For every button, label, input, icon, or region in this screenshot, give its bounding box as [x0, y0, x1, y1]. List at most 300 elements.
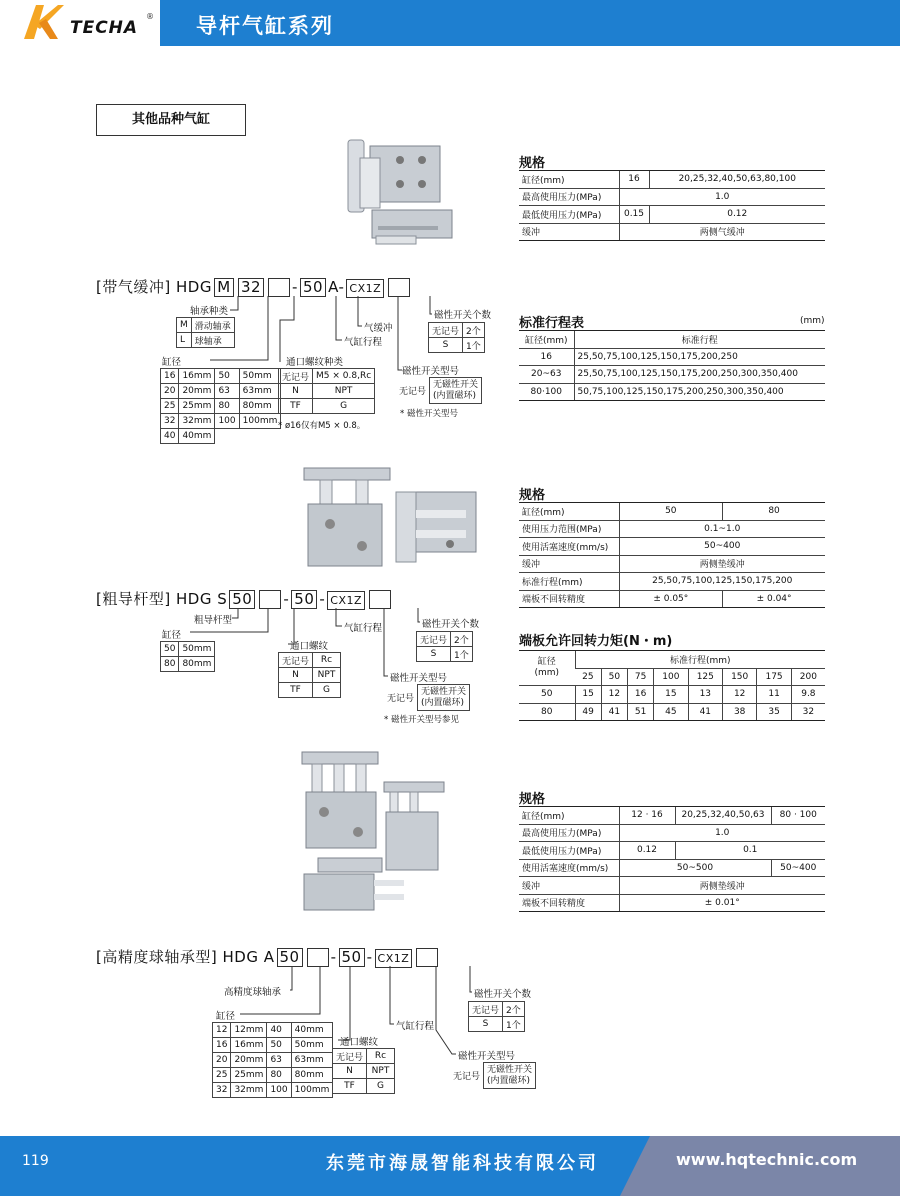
cell-line: 无磁性开关	[487, 1064, 533, 1075]
footer-divider	[620, 1136, 680, 1196]
cell: 32mm	[231, 1083, 267, 1098]
model3-switch-type-table	[450, 1062, 536, 1089]
cell: 100mm	[291, 1083, 333, 1098]
connector-line	[358, 296, 362, 326]
table-row	[519, 223, 825, 241]
stroke-unit: (mm)	[800, 316, 825, 326]
model3-box-bore: 50	[277, 948, 303, 967]
stroke-cell: 20~63	[519, 366, 574, 384]
model2-bore-table	[160, 641, 215, 672]
stroke-header: 缸径(mm)	[519, 331, 574, 349]
cell: 50mm	[239, 369, 281, 384]
model3-switch-qty-table	[468, 1001, 525, 1032]
cell	[239, 429, 281, 444]
table-row	[429, 323, 485, 338]
cell: 2个	[503, 1002, 525, 1017]
page-number: 119	[22, 1153, 49, 1169]
model3-dash: -	[366, 948, 373, 966]
table-row	[177, 318, 235, 333]
model3-switch-type-label: 磁性开关型号	[458, 1051, 516, 1062]
cell: 无记号	[417, 632, 451, 647]
model1-box-qty	[388, 278, 410, 297]
model1-box-cushion: A	[328, 278, 339, 296]
model1-port-table	[278, 368, 375, 414]
torque-title: 端板允许回转力矩(N・m)	[519, 634, 673, 649]
cell: 20mm	[231, 1053, 267, 1068]
cell: 无记号	[333, 1049, 367, 1064]
table-row	[279, 399, 375, 414]
cell: 25	[575, 668, 601, 686]
cell: 11	[757, 686, 791, 704]
model2-bore-label: 缸径	[162, 630, 182, 641]
table-row	[333, 1049, 395, 1064]
cell: 25mm	[231, 1068, 267, 1083]
cell: 13	[688, 686, 722, 704]
cell: 15	[575, 686, 601, 704]
model3-box-port	[307, 948, 329, 967]
spec1-table	[519, 170, 825, 241]
spec1-cell: 1.0	[619, 188, 825, 206]
cell: 两侧垫缓冲	[619, 877, 825, 895]
torque-table	[519, 650, 825, 721]
model2-switch-qty-label: 磁性开关个数	[422, 619, 480, 630]
model2-prefix: HDG	[176, 590, 212, 608]
cell: 51	[627, 703, 653, 721]
table-row	[161, 369, 281, 384]
cell: 16mm	[179, 369, 215, 384]
cell: 35	[757, 703, 791, 721]
torque-stroke-header: 标准行程(mm)	[575, 651, 825, 669]
cell: 1个	[503, 1017, 525, 1032]
table-row	[213, 1083, 333, 1098]
table-row	[279, 668, 341, 683]
cell: M5 × 0.8,Rc	[313, 369, 375, 384]
model3-letter: A	[263, 948, 275, 966]
cell: 16	[627, 686, 653, 704]
connector-line	[398, 296, 402, 370]
cell: 40mm	[291, 1023, 333, 1038]
cell: 45	[654, 703, 688, 721]
cell: 15	[654, 686, 688, 704]
cell-line: 缸径	[537, 657, 556, 667]
cell: 9.8	[791, 686, 825, 704]
cell: G	[313, 399, 375, 414]
cell-line: (内置磁环)	[487, 1075, 531, 1086]
stroke-table	[519, 330, 825, 401]
model1-switch-qty-table	[428, 322, 485, 353]
stroke-cell: 25,50,75,100,125,150,175,200,250	[574, 348, 825, 366]
table-row	[429, 338, 485, 353]
cell	[430, 378, 482, 404]
cell: 175	[757, 668, 791, 686]
stroke-title: 标准行程表	[519, 316, 585, 331]
cell: 63mm	[291, 1053, 333, 1068]
model2-box-stroke: 50	[291, 590, 317, 609]
cell-line: (内置磁环)	[421, 697, 465, 708]
cell: N	[279, 384, 313, 399]
spec2-table	[519, 502, 825, 608]
cell: 50	[519, 686, 575, 704]
model2-box-qty	[369, 590, 391, 609]
cell: N	[279, 668, 313, 683]
connector-line	[336, 296, 342, 340]
cell: 1个	[451, 647, 473, 662]
table-row	[161, 657, 215, 672]
cell: TF	[279, 683, 313, 698]
model3-port-table	[332, 1048, 395, 1094]
connector-line	[280, 296, 294, 362]
table-row	[177, 333, 235, 348]
header-title: 导杆气缸系列	[196, 14, 334, 38]
cell	[418, 685, 470, 711]
model1-switch-note: * 磁性开关型号	[400, 409, 458, 419]
spec1-cell: 20,25,32,40,50,63,80,100	[649, 171, 825, 189]
table-row	[519, 651, 825, 669]
table-row	[519, 331, 825, 349]
cell: Rc	[367, 1049, 395, 1064]
table-row	[519, 383, 825, 401]
stroke-cell: 25,50,75,100,125,150,175,200,250,300,350,400	[574, 366, 825, 384]
spec1-cell: 两侧气缓冲	[619, 223, 825, 241]
table-row	[519, 206, 825, 224]
cell: 16	[161, 369, 179, 384]
stroke-cell: 80·100	[519, 383, 574, 401]
cell: 标准行程(mm)	[519, 573, 619, 591]
cell: 40	[161, 429, 179, 444]
cell: 无记号	[399, 387, 427, 397]
logo-registered: ®	[146, 12, 154, 21]
cell: 32	[213, 1083, 231, 1098]
cell-line: 无磁性开关	[421, 686, 467, 697]
table-row	[161, 642, 215, 657]
cell: 12	[722, 686, 756, 704]
cell: 端板不回转精度	[519, 590, 619, 608]
stroke-cell: 50,75,100,125,150,175,200,250,300,350,400	[574, 383, 825, 401]
connector-line	[230, 296, 238, 310]
cell: 80mm	[239, 399, 281, 414]
cell: 使用活塞速度(mm/s)	[519, 538, 619, 556]
cell: 32mm	[179, 414, 215, 429]
cell: ± 0.05°	[619, 590, 723, 608]
cell: 50mm	[179, 642, 215, 657]
model2-switch-type-table	[384, 684, 470, 711]
table-row	[519, 590, 825, 608]
table-row	[161, 429, 281, 444]
table-row	[213, 1068, 333, 1083]
cell: G	[367, 1079, 395, 1094]
cell: 50mm	[291, 1038, 333, 1053]
table-row	[519, 703, 825, 721]
spec1-cell: 16	[619, 171, 649, 189]
cell: 50	[601, 668, 627, 686]
cell: 无记号	[387, 694, 415, 704]
cell: 80	[215, 399, 239, 414]
cell: 25	[213, 1068, 231, 1083]
table-row	[519, 573, 825, 591]
cell: M	[177, 318, 192, 333]
spec3-title: 规格	[519, 792, 546, 807]
cell: 50~500	[619, 859, 771, 877]
model3-box-stroke: 50	[339, 948, 365, 967]
cell: 41	[601, 703, 627, 721]
cell: NPT	[313, 668, 341, 683]
spec1-title: 规格	[519, 156, 546, 171]
table-row	[213, 1023, 333, 1038]
cell: 12	[213, 1023, 231, 1038]
cell: NPT	[313, 384, 375, 399]
connector-line	[418, 608, 420, 622]
cell	[484, 1063, 536, 1089]
model1-box-bore: 32	[238, 278, 264, 297]
table-row	[519, 894, 825, 912]
table-row	[519, 686, 825, 704]
cell	[215, 429, 239, 444]
cell: 缸径(mm)	[519, 807, 619, 825]
connector-line	[430, 296, 432, 314]
table-row	[417, 632, 473, 647]
cell: 2个	[451, 632, 473, 647]
cell: 32	[791, 703, 825, 721]
cell: 20,25,32,40,50,63	[675, 807, 771, 825]
model1-stroke-label: 气缸行程	[344, 337, 383, 348]
cell: 80mm	[291, 1068, 333, 1083]
cell: 38	[722, 703, 756, 721]
cell: 200	[791, 668, 825, 686]
cell: 缸径(mm)	[519, 503, 619, 521]
model2-port-table	[278, 652, 341, 698]
spec3-table	[519, 806, 825, 912]
cell: 球轴承	[191, 333, 234, 348]
connector-line	[436, 966, 456, 1054]
table-row	[519, 171, 825, 189]
cell-line: (mm)	[534, 668, 560, 678]
cell: 75	[627, 668, 653, 686]
model1-code	[96, 276, 412, 298]
connector-line	[470, 966, 472, 992]
cell: 80	[267, 1068, 291, 1083]
cell: 80mm	[179, 657, 215, 672]
model1-cushion-label: 气缓冲	[364, 323, 393, 334]
model1-switch-qty-label: 磁性开关个数	[434, 310, 492, 321]
model1-box-port	[268, 278, 290, 297]
table-row	[161, 414, 281, 429]
section-title: 其他品种气缸	[96, 104, 246, 136]
table-row	[384, 685, 470, 711]
cell: 63	[267, 1053, 291, 1068]
model2-code	[96, 588, 393, 610]
table-row	[519, 877, 825, 895]
cell: 两侧垫缓冲	[619, 555, 825, 573]
model1-bearing-table	[176, 317, 235, 348]
cell: 40	[267, 1023, 291, 1038]
cell-line: (内置磁环)	[433, 390, 477, 401]
table-row	[519, 520, 825, 538]
model1-bore-table	[160, 368, 281, 444]
cell: 无记号	[469, 1002, 503, 1017]
cell: 50	[267, 1038, 291, 1053]
model3-stroke-label: 气缸行程	[396, 1021, 435, 1032]
cell: 0.1~1.0	[619, 520, 825, 538]
cell: TF	[333, 1079, 367, 1094]
model3-port-label: 通口螺纹	[340, 1037, 379, 1048]
cell: 50~400	[771, 859, 825, 877]
spec1-cell: 0.15	[619, 206, 649, 224]
table-row	[161, 384, 281, 399]
cell: NPT	[367, 1064, 395, 1079]
cell: 25,50,75,100,125,150,175,200	[619, 573, 825, 591]
cell: 50	[619, 503, 723, 521]
cell: 20	[213, 1053, 231, 1068]
model2-box-port	[259, 590, 281, 609]
model2-box-switch: CX1Z	[327, 591, 365, 610]
model1-bore-label: 缸径	[162, 357, 182, 368]
model3-switch-qty-label: 磁性开关个数	[474, 989, 532, 1000]
table-row	[519, 366, 825, 384]
cell: 20mm	[179, 384, 215, 399]
table-row	[396, 378, 482, 404]
cell: 125	[688, 668, 722, 686]
table-row	[519, 842, 825, 860]
cell: 无记号	[453, 1072, 481, 1082]
table-row	[279, 683, 341, 698]
cell: 80 · 100	[771, 807, 825, 825]
cell: 41	[688, 703, 722, 721]
spec1-cell: 缓冲	[519, 223, 619, 241]
model2-box-bore: 50	[229, 590, 255, 609]
model3-type-label: 高精度球轴承	[224, 987, 282, 998]
table-row	[213, 1053, 333, 1068]
model1-box-switch: CX1Z	[346, 279, 384, 298]
table-row	[519, 824, 825, 842]
cell: 16mm	[231, 1038, 267, 1053]
model1-box-bearing: M	[214, 278, 234, 297]
table-row	[161, 399, 281, 414]
table-row	[279, 653, 341, 668]
torque-bore-header	[519, 651, 575, 686]
cell: 63mm	[239, 384, 281, 399]
model1-prefix: HDG	[176, 278, 212, 296]
cell: 100	[267, 1083, 291, 1098]
cell: 12	[601, 686, 627, 704]
model2-switch-type-label: 磁性开关型号	[390, 673, 448, 684]
model3-title: [高精度球轴承型]	[96, 948, 218, 966]
model1-port-label: 通口螺纹种类	[286, 357, 344, 368]
table-row	[213, 1038, 333, 1053]
cell: L	[177, 333, 192, 348]
model1-bearing-label: 轴承种类	[190, 306, 229, 317]
logo-k-icon	[24, 5, 64, 41]
cell: 缓冲	[519, 877, 619, 895]
table-row	[469, 1017, 525, 1032]
cell: 0.12	[619, 842, 675, 860]
table-row	[333, 1064, 395, 1079]
cell: ± 0.04°	[723, 590, 825, 608]
cell: 1.0	[619, 824, 825, 842]
table-row	[519, 348, 825, 366]
model2-switch-note: * 磁性开关型号参见	[384, 715, 459, 725]
table-row	[450, 1063, 536, 1089]
table-row	[333, 1079, 395, 1094]
table-row	[519, 555, 825, 573]
website-link[interactable]: www.hqtechnic.com	[676, 1150, 858, 1169]
connector-line	[338, 966, 350, 1040]
cell: 40mm	[179, 429, 215, 444]
model1-port-note: * ø16仅有M5 × 0.8。	[278, 421, 366, 431]
model3-code	[96, 946, 440, 968]
cell: 100	[215, 414, 239, 429]
model1-dash: -	[338, 278, 345, 296]
cell: S	[429, 338, 463, 353]
cell: 20	[161, 384, 179, 399]
cell: 0.1	[675, 842, 825, 860]
model1-box-stroke: 50	[300, 278, 326, 297]
table-row	[519, 807, 825, 825]
cell: 80	[723, 503, 825, 521]
model2-type-label: 粗导杆型	[194, 615, 233, 626]
cell: 50	[215, 369, 239, 384]
cell: 最低使用压力(MPa)	[519, 842, 619, 860]
model2-letter: S	[217, 590, 228, 608]
model3-dash: -	[330, 948, 337, 966]
cell: 2个	[463, 323, 485, 338]
cell: 端板不回转精度	[519, 894, 619, 912]
cell: 50	[161, 642, 179, 657]
cell: 32	[161, 414, 179, 429]
logo-text: TECHA	[70, 18, 139, 38]
cell: 63	[215, 384, 239, 399]
table-row	[417, 647, 473, 662]
cell: TF	[279, 399, 313, 414]
cell: 缓冲	[519, 555, 619, 573]
model3-box-qty	[416, 948, 438, 967]
spec1-cell: 0.12	[649, 206, 825, 224]
spec1-cell: 缸径(mm)	[519, 171, 619, 189]
cell: 80	[519, 703, 575, 721]
table-row	[519, 859, 825, 877]
model2-port-label: 通口螺纹	[290, 641, 329, 652]
model1-switch-type-label: 磁性开关型号	[402, 366, 460, 377]
table-row	[519, 538, 825, 556]
connector-line	[336, 608, 342, 626]
model2-stroke-label: 气缸行程	[344, 623, 383, 634]
cell: G	[313, 683, 341, 698]
table-row	[279, 369, 375, 384]
cell: 25	[161, 399, 179, 414]
cell: 最高使用压力(MPa)	[519, 824, 619, 842]
cell: Rc	[313, 653, 341, 668]
cell: 1个	[463, 338, 485, 353]
cell: 无记号	[279, 369, 313, 384]
cell: S	[417, 647, 451, 662]
spec1-cell: 最低使用压力(MPa)	[519, 206, 619, 224]
cell: 滑动轴承	[191, 318, 234, 333]
model2-dash: -	[319, 590, 326, 608]
company-name: 东莞市海晟智能科技有限公司	[326, 1153, 599, 1174]
cell: 100	[654, 668, 688, 686]
model3-bore-table	[212, 1022, 333, 1098]
table-row	[469, 1002, 525, 1017]
cell: 100mm	[239, 414, 281, 429]
model1-switch-type-table	[396, 377, 482, 404]
stroke-header: 标准行程	[574, 331, 825, 349]
cell: 49	[575, 703, 601, 721]
cell: 12mm	[231, 1023, 267, 1038]
model3-prefix: HDG	[222, 948, 259, 966]
table-row	[519, 503, 825, 521]
cell: 使用活塞速度(mm/s)	[519, 859, 619, 877]
spec1-cell: 最高使用压力(MPa)	[519, 188, 619, 206]
cell: N	[333, 1064, 367, 1079]
